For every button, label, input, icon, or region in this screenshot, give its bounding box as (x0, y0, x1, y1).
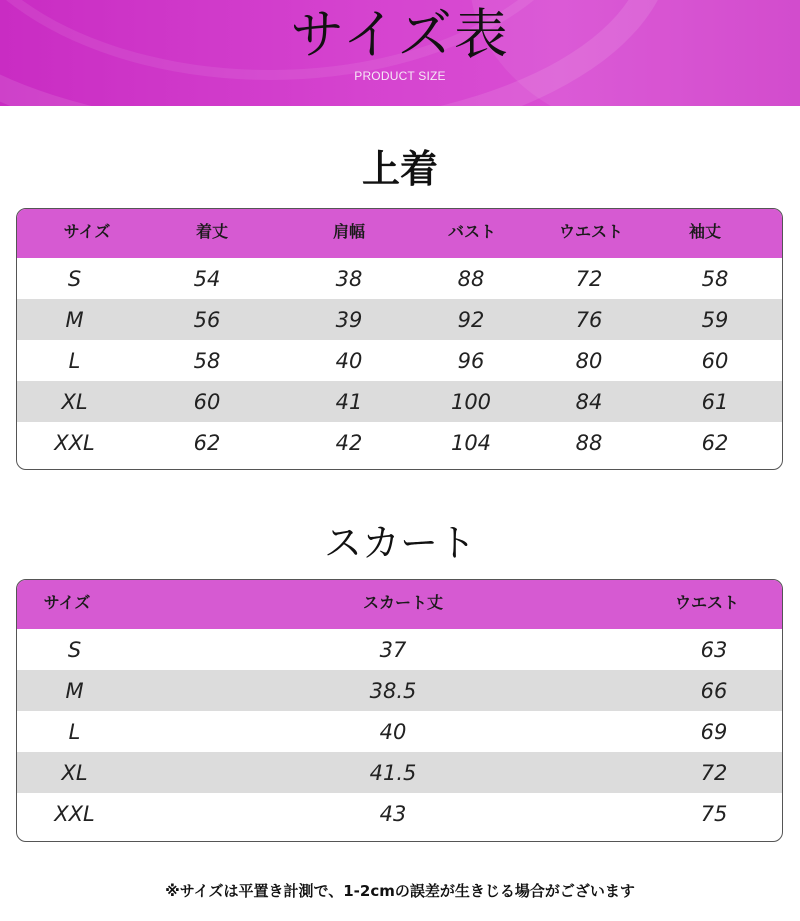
length-cell: 56 (193, 308, 221, 332)
waist-cell: 72 (700, 761, 728, 785)
size-cell: M (65, 308, 84, 332)
header-banner (0, 0, 800, 106)
sleeve-cell: 58 (701, 267, 729, 291)
column-header: スカート丈 (362, 593, 443, 612)
waist-cell: 72 (575, 267, 603, 291)
size-cell: XXL (54, 431, 95, 455)
size-cell: XL (61, 761, 88, 785)
waist-cell: 76 (575, 308, 603, 332)
bust-cell: 92 (457, 308, 485, 332)
waist-cell: 69 (700, 720, 728, 744)
column-header: ウエスト (558, 222, 623, 241)
length-cell: 58 (193, 349, 221, 373)
bust-cell: 104 (450, 431, 492, 455)
size-cell: L (68, 720, 81, 744)
measurement-note: ※サイズは平置き計測で、1-2cmの誤差が生きじる場合がございます (165, 882, 635, 900)
table-header (17, 209, 782, 258)
table-row (17, 381, 782, 422)
size-cell: XXL (54, 802, 95, 826)
waist-cell: 84 (575, 390, 603, 414)
skirt-size-table (16, 579, 783, 842)
shoulder-cell: 41 (335, 390, 363, 414)
waist-cell: 63 (700, 638, 728, 662)
sleeve-cell: 62 (701, 431, 729, 455)
waist-cell: 75 (700, 802, 728, 826)
skirt-length-cell: 40 (379, 720, 407, 744)
size-cell: L (68, 349, 81, 373)
waist-cell: 88 (575, 431, 603, 455)
column-header: ウエスト (674, 593, 739, 612)
column-header: 着丈 (195, 222, 228, 241)
skirt-section-title: スカート (323, 521, 476, 565)
skirt-length-cell: 38.5 (369, 679, 417, 703)
length-cell: 60 (193, 390, 221, 414)
table-header (17, 580, 782, 629)
size-cell: S (67, 267, 82, 291)
tops-section-title: 上着 (361, 147, 438, 191)
shoulder-cell: 42 (335, 431, 363, 455)
table-row (17, 670, 782, 711)
length-cell: 62 (193, 431, 221, 455)
table-row (17, 629, 782, 670)
waist-cell: 66 (700, 679, 728, 703)
tops-size-table (16, 208, 783, 470)
bust-cell: 96 (457, 349, 485, 373)
table-row (17, 793, 782, 834)
bust-cell: 100 (450, 390, 492, 414)
shoulder-cell: 40 (335, 349, 363, 373)
column-header: サイズ (63, 222, 111, 241)
skirt-length-cell: 37 (379, 638, 407, 662)
skirt-length-cell: 43 (379, 802, 407, 826)
shoulder-cell: 39 (335, 308, 363, 332)
column-header: サイズ (43, 593, 91, 612)
column-header: 肩幅 (332, 222, 365, 241)
size-cell: XL (61, 390, 88, 414)
sleeve-cell: 59 (701, 308, 729, 332)
table-row (17, 711, 782, 752)
table-row (17, 340, 782, 381)
table-row (17, 422, 782, 463)
table-row (17, 299, 782, 340)
table-row (17, 258, 782, 299)
length-cell: 54 (193, 267, 221, 291)
size-cell: S (67, 638, 82, 662)
skirt-length-cell: 41.5 (369, 761, 417, 785)
size-cell: M (65, 679, 84, 703)
sleeve-cell: 61 (701, 390, 729, 414)
shoulder-cell: 38 (335, 267, 363, 291)
sleeve-cell: 60 (701, 349, 729, 373)
page-subtitle: PRODUCT SIZE (354, 69, 446, 83)
table-row (17, 752, 782, 793)
column-header: バスト (447, 222, 496, 241)
page-title: サイズ表 (290, 3, 510, 66)
bust-cell: 88 (457, 267, 485, 291)
column-header: 袖丈 (688, 222, 721, 241)
waist-cell: 80 (575, 349, 603, 373)
